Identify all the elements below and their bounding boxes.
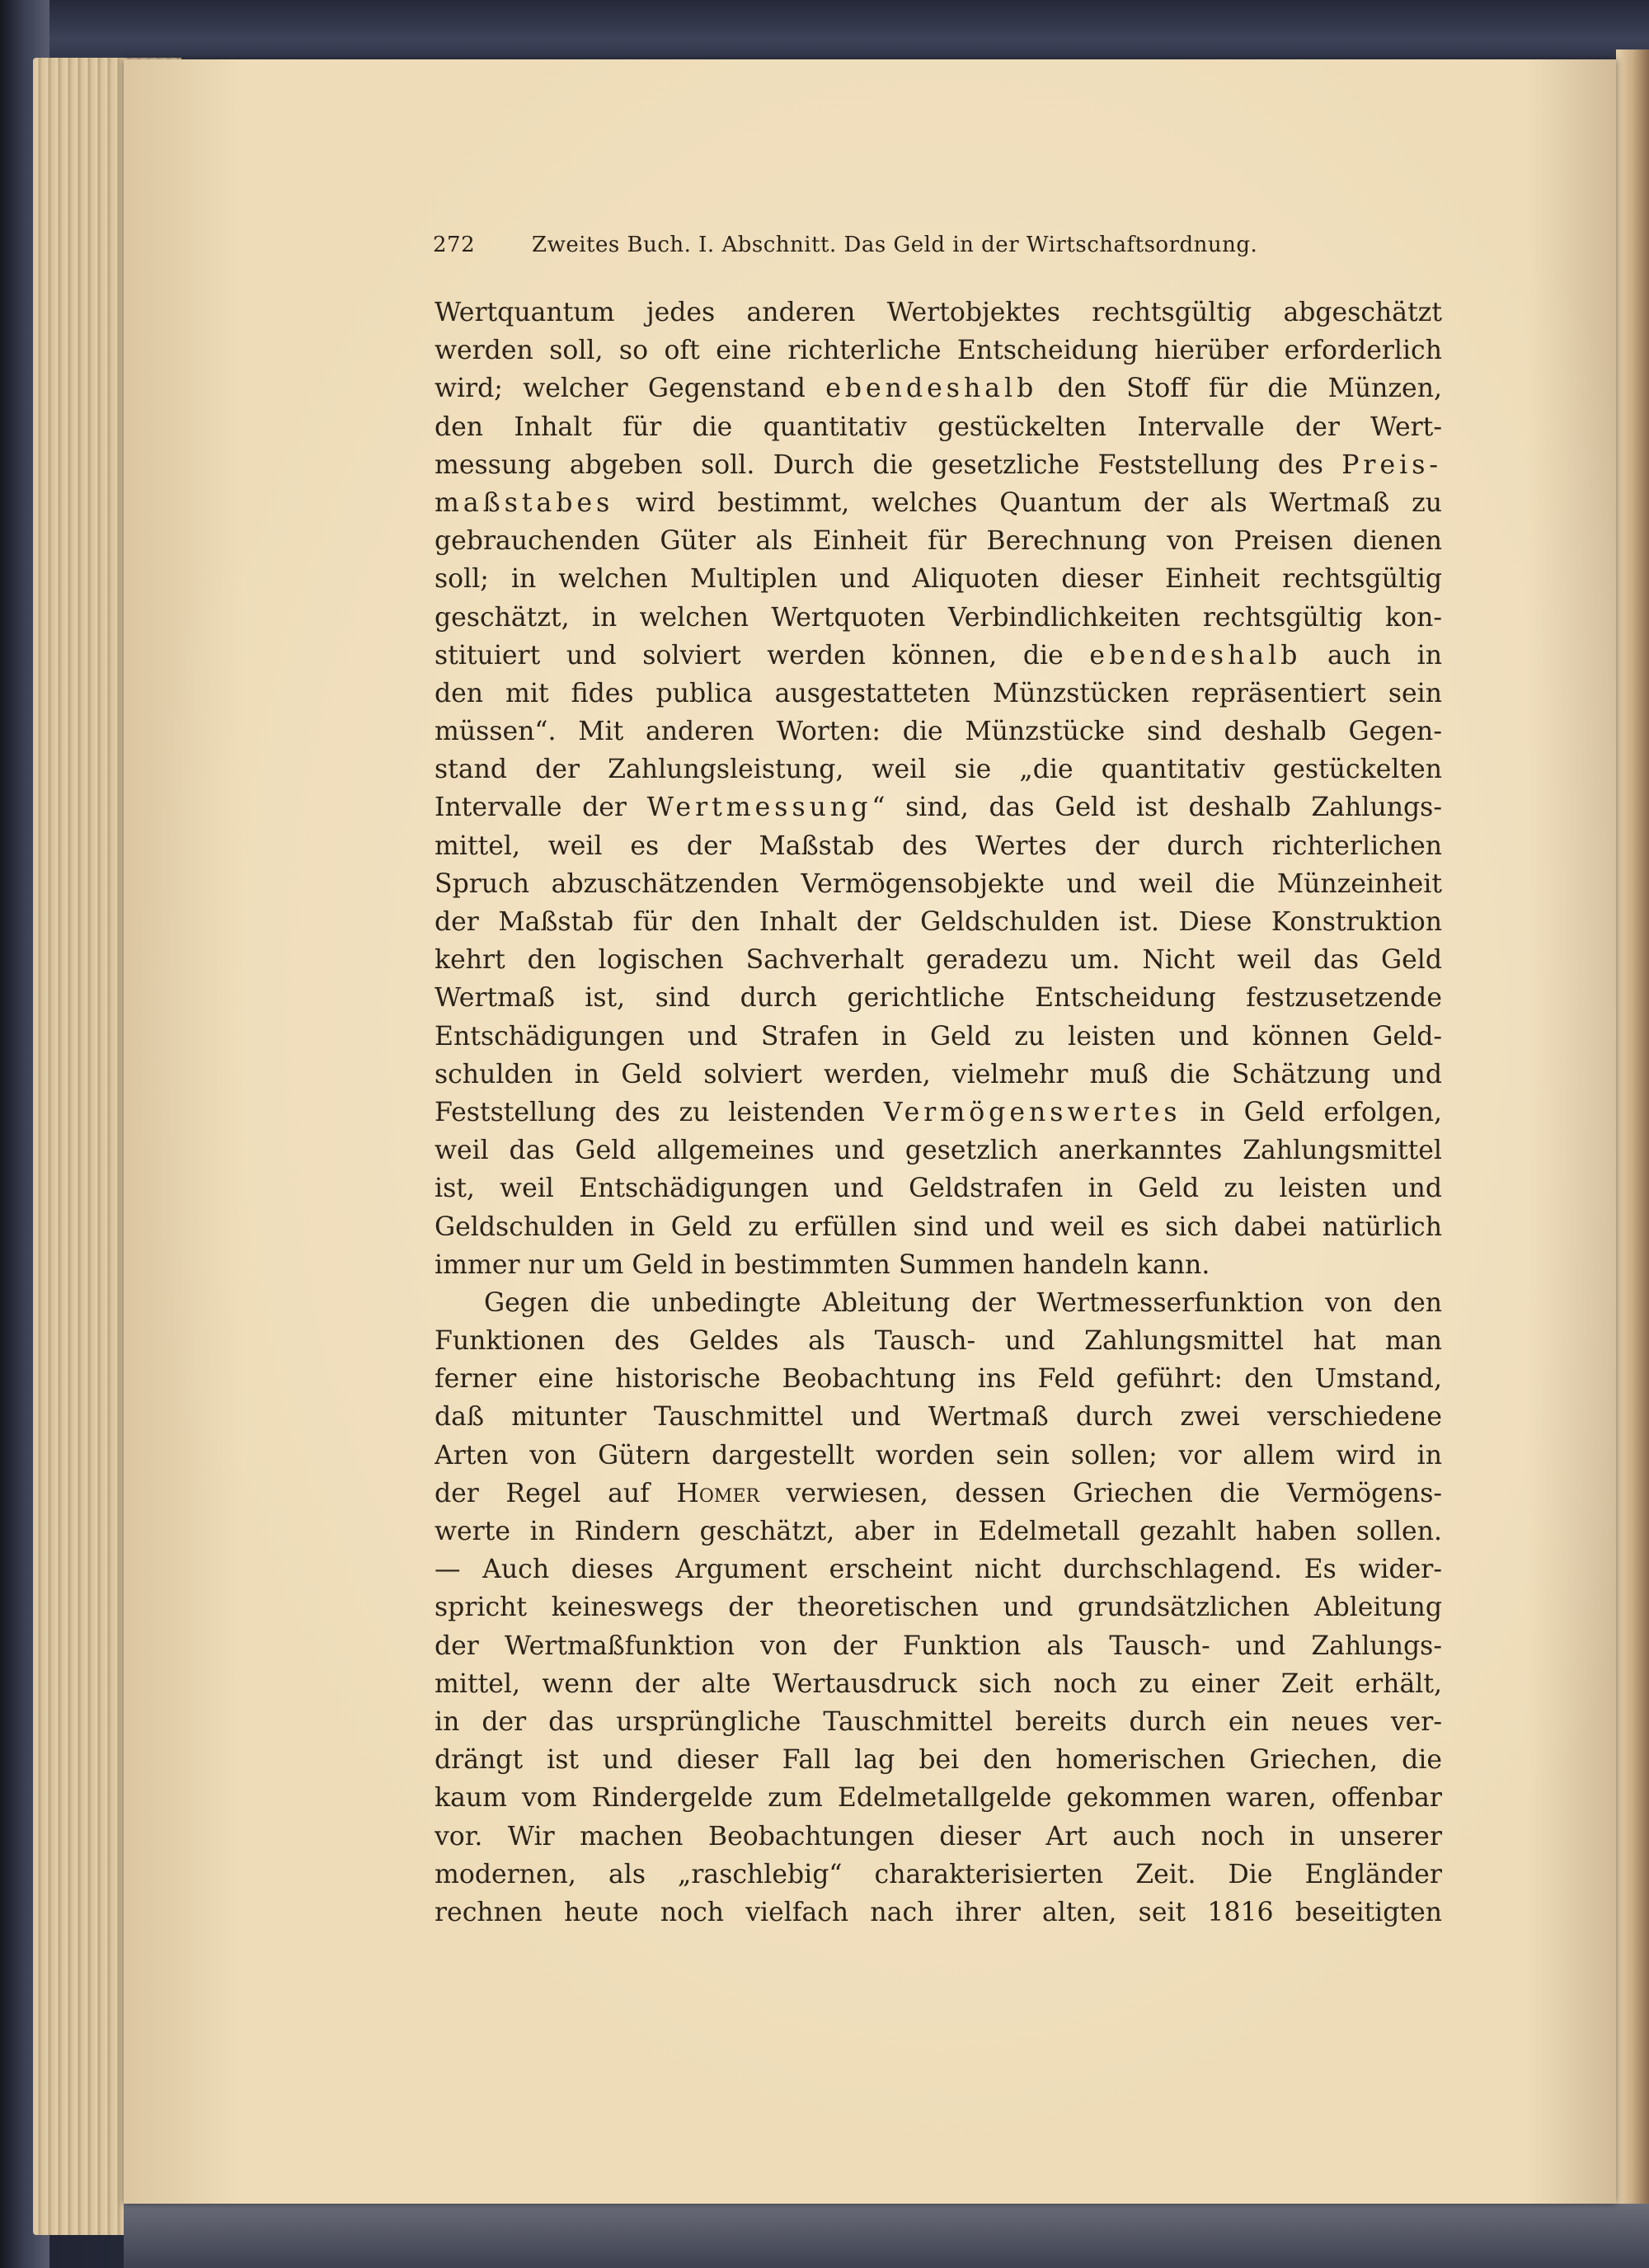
line-text: modernen, als „raschlebig“ charakterisierten Zeit. Die Engländer (435, 1859, 1442, 1889)
author-name: Homer (676, 1478, 760, 1508)
text-line (435, 1398, 1442, 1436)
text-line (435, 1094, 1442, 1132)
line-text: auch in (1301, 640, 1442, 671)
emphasized-text: Vermögenswertes (883, 1097, 1182, 1127)
text-line (435, 1360, 1442, 1398)
text-line (435, 560, 1442, 598)
text-line (435, 903, 1442, 941)
line-text: wird; welcher Gegenstand (435, 374, 826, 404)
line-text: verwiesen, dessen Griechen die Vermögens- (759, 1478, 1442, 1508)
text-line (435, 599, 1442, 637)
text-line (435, 1588, 1442, 1626)
text-line (435, 827, 1442, 865)
text-line (435, 1550, 1442, 1588)
line-text: Feststellung des zu leistenden (435, 1097, 884, 1127)
next-page-edge (1616, 49, 1649, 2227)
emphasized-text: maßstabes (435, 487, 614, 518)
line-text: Entschädigungen und Strafen in Geld zu leisten und können Geld- (435, 1021, 1442, 1052)
line-text: Gegen die unbedingte Ableitung der Wertmesserfunktion von den (484, 1287, 1442, 1318)
line-text: immer nur um Geld in bestimmten Summen handeln kann. (435, 1249, 1210, 1280)
line-text: geschätzt, in welchen Wertquoten Verbindlichkeiten rechtsgültig kon- (435, 602, 1442, 633)
running-header (433, 233, 1365, 257)
line-text: weil das Geld allgemeines und gesetzlich anerkanntes Zahlungsmittel (435, 1136, 1442, 1166)
text-line (435, 1475, 1442, 1513)
line-text: müssen“. Mit anderen Worten: die Münzstücke sind deshalb Gegen- (435, 717, 1442, 747)
line-text: daß mitunter Tauschmittel und Wertmaß durch zwei verschiedene (435, 1402, 1442, 1433)
running-title: Zweites Buch. I. Abschnitt. Das Geld in der Wirtschaftsordnung. (532, 233, 1258, 257)
book-bottom-edge (124, 2204, 1649, 2268)
text-line (435, 1018, 1442, 1056)
line-text: mittel, wenn der alte Wertausdruck sich noch zu einer Zeit erhält, (435, 1668, 1442, 1699)
line-text: ist, weil Entschädigungen und Geldstrafen in Geld zu leisten und (435, 1174, 1442, 1204)
text-line (435, 751, 1442, 788)
emphasized-text: ebendeshalb (825, 374, 1038, 404)
line-text: rechnen heute noch vielfach nach ihrer alten, seit 1816 beseitigten (435, 1897, 1442, 1927)
text-line (435, 408, 1442, 446)
line-text: der Wertmaßfunktion von der Funktion als Tausch- und Zahlungs- (435, 1630, 1442, 1661)
line-text: soll; in welchen Multiplen und Aliquoten dieser Einheit rechtsgültig (435, 564, 1442, 595)
text-line (435, 1627, 1442, 1665)
line-text: spricht keineswegs der theoretischen und grundsätzlichen Ableitung (435, 1593, 1442, 1623)
text-line (435, 788, 1442, 826)
line-text: in Geld erfolgen, (1181, 1097, 1442, 1127)
text-line (435, 637, 1442, 675)
text-line (435, 1132, 1442, 1169)
line-text: drängt ist und dieser Fall lag bei den homerischen Griechen, die (435, 1745, 1442, 1776)
text-line (435, 1703, 1442, 1741)
book-cover-top (0, 0, 1649, 66)
text-line (435, 1208, 1442, 1246)
body-text (435, 294, 1442, 1932)
line-text: den mit fides publica ausgestatteten Münzstücken repräsentiert sein (435, 678, 1442, 708)
line-text: Arten von Gütern dargestellt worden sein sollen; vor allem wird in (435, 1440, 1442, 1470)
line-text: werte in Rindern geschätzt, aber in Edelmetall gezahlt haben sollen. (435, 1517, 1442, 1546)
text-line (435, 979, 1442, 1017)
text-line (435, 675, 1442, 713)
line-text: kehrt den logischen Sachverhalt geradezu um. Nicht weil das Geld (435, 945, 1442, 976)
text-line (435, 941, 1442, 979)
text-line (435, 1665, 1442, 1703)
text-line (435, 1056, 1442, 1094)
text-line (435, 1169, 1442, 1207)
line-text: Funktionen des Geldes als Tausch- und Zahlungsmittel hat man (435, 1326, 1442, 1357)
text-line (435, 332, 1442, 369)
line-text: messung abgeben soll. Durch die gesetzliche Feststellung des (435, 449, 1342, 480)
text-line (435, 1246, 1442, 1284)
text-line (435, 1513, 1442, 1550)
line-text: den Stoff für die Münzen, (1037, 374, 1442, 404)
text-line (435, 446, 1442, 484)
line-text: vor. Wir machen Beobachtungen dieser Art auch noch in unserer (435, 1821, 1442, 1852)
line-text: der Maßstab für den Inhalt der Geldschulden ist. Diese Konstruktion (435, 907, 1442, 937)
line-text: ferner eine historische Beobachtung ins Feld geführt: den Umstand, (435, 1364, 1442, 1395)
text-line (435, 369, 1442, 407)
line-text: werden soll, so oft eine richterliche Entscheidung hierüber erforderlich (435, 336, 1442, 366)
line-text: in der das ursprüngliche Tauschmittel bereits durch ein neues ver- (435, 1706, 1442, 1737)
line-text: — Auch dieses Argument erscheint nicht durchschlagend. Es wider- (435, 1555, 1442, 1585)
emphasized-text: Preis- (1341, 449, 1442, 480)
line-text: wird bestimmt, welches Quantum der als Wertmaß zu (613, 487, 1442, 518)
text-line (435, 713, 1442, 751)
line-text: gebrauchenden Güter als Einheit für Berechnung von Preisen dienen (435, 526, 1442, 557)
text-line (435, 865, 1442, 903)
line-text: kaum vom Rindergelde zum Edelmetallgelde gekommen waren, offenbar (435, 1783, 1442, 1814)
text-line (435, 294, 1442, 332)
page-number: 272 (433, 233, 476, 257)
line-text: Intervalle der (435, 793, 647, 823)
text-line (435, 484, 1442, 522)
line-text: der Regel auf (435, 1478, 677, 1508)
text-line (435, 1779, 1442, 1817)
line-text: mittel, weil es der Maßstab des Wertes der durch richterlichen (435, 831, 1442, 861)
line-text: stand der Zahlungsleistung, weil sie „die quantitativ gestückelten (435, 755, 1442, 785)
text-line (435, 1284, 1442, 1322)
text-line (435, 1437, 1442, 1475)
line-text: Spruch abzuschätzenden Vermögensobjekte und weil die Münzeinheit (435, 868, 1442, 899)
line-text: Wertquantum jedes anderen Wertobjektes rechtsgültig abgeschätzt (435, 298, 1442, 327)
line-text: Geldschulden in Geld zu erfüllen sind und weil es sich dabei natürlich (435, 1212, 1442, 1242)
text-line (435, 1818, 1442, 1856)
text-line (435, 1322, 1442, 1360)
line-text: schulden in Geld solviert werden, vielmehr muß die Schätzung und (435, 1059, 1442, 1089)
text-line (435, 1894, 1442, 1932)
line-text: “ sind, das Geld ist deshalb Zahlungs- (871, 793, 1442, 823)
emphasized-text: ebendeshalb (1089, 640, 1302, 671)
text-line (435, 522, 1442, 560)
line-text: Wertmaß ist, sind durch gerichtliche Entscheidung festzusetzende (435, 983, 1442, 1014)
text-line (435, 1856, 1442, 1894)
text-line (435, 1741, 1442, 1779)
emphasized-text: Wertmessung (646, 793, 872, 823)
line-text: stituiert und solviert werden können, die (435, 640, 1090, 671)
line-text: den Inhalt für die quantitativ gestückelten Intervalle der Wert- (435, 412, 1442, 442)
